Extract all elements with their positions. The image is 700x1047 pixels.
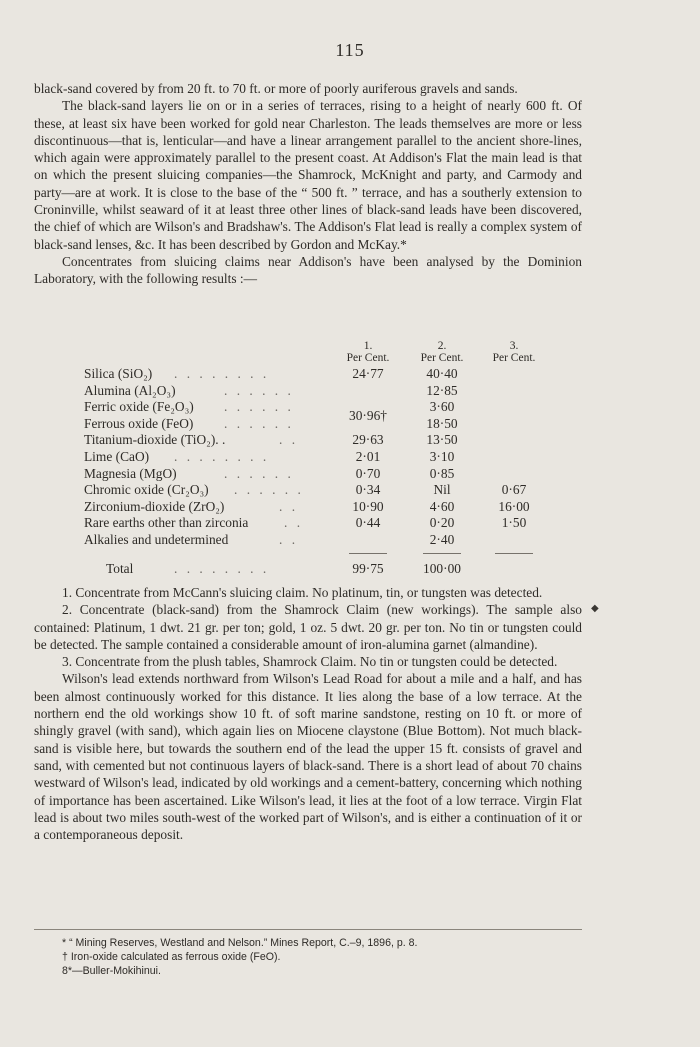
cell-col1: 0·70: [355, 465, 381, 481]
total-rule-col1: [349, 553, 387, 554]
cell-col2: 13·50: [426, 432, 458, 448]
paragraph-wilsons-lead: Wilson's lead extends northward from Wilson's Lead Road for about a mile and a half, and has been almost continuously worked for this distance. It lies along the base of a low terrace. At the northern end the old workings show 10 ft. of soft marine sandstone, resting on 10 ft. or more of shingly gravel (with sand), which again lies on Miocene claystone (Blue Bottom). Not much black-sand is visible here, but towards the southern end of the lead the upper 15 ft. consists of gravel and sand, with cemented but not continuous layers of black-sand. There is a short lead of about 70 chains westward of Wilson's lead, indicated by old workings and a cement-battery, concerning which nothing of importance has been ascertained. Like Wilson's lead, it lies at the foot of a low terrace. Virgin Flat lead is about two miles south-west of the worked part of Wilson's, and is either a continuation of it or a contemporaneous deposit.: [34, 671, 582, 843]
cell-col2: 4·60: [429, 498, 455, 514]
cell-col1: 0·34: [355, 482, 381, 498]
table-row-silica: Silica (SiO₂) . . . . . . . . 24·77 40·40: [84, 366, 554, 383]
table-row-ferric-oxide: Ferric oxide (Fe₂O₃) . . . . . . 3·60: [84, 399, 554, 416]
cell-col1: 99·75: [352, 560, 384, 576]
table-row-chromic-oxide: Chromic oxide (Cr₂O₃) . . . . . . 0·34 Nil 0·67: [84, 482, 554, 499]
cell-col2: 40·40: [426, 366, 458, 381]
cell-col1: 2·01: [355, 448, 381, 464]
paragraph-black-sand-layers: The black-sand layers lie on or in a series of terraces, rising to a height of nearly 600 ft. Of these, at least six have been worked for gold near Charleston. The leads themselves are more or less discontinuous—that is, lenticular—and have a linear arrangement parallel to the ancient shore-lines, which again were approximately parallel to the present coast. At Addison's Flat the main lead is that on which the present sluicing companies—the Shamrock, McKnight and party, and Carmody and party—are at work. It is close to the base of the “ 500 ft. ” terrace, and has a southerly extension to Croninville, whilst seaward of it at least three other lines of black-sand leads have been discovered, the chief of which are Wilson's and Bradshaw's. The Addison's Flat lead is really a complex system of black-sand lenses, &c. It has been described by Gordon and McKay.*: [34, 98, 582, 252]
cell-col1: 0·44: [355, 515, 381, 531]
cell-col2: 3·60: [429, 399, 455, 415]
row-label: Alkalies and undetermined: [84, 531, 229, 547]
table-row-ferrous-oxide: Ferrous oxide (FeO) . . . . . . 18·50 30·96†: [84, 416, 554, 433]
column-header-2: 2. Per Cent.: [420, 340, 464, 364]
cell-col2: 18·50: [426, 415, 458, 431]
cell-col2: 100·00: [423, 560, 461, 576]
note-3: 3. Concentrate from the plush tables, Shamrock Claim. No tin or tungsten could be detected.: [62, 654, 558, 670]
table-row-lime: Lime (CaO) . . . . . . . . 2·01 3·10: [84, 449, 554, 466]
row-label: Alumina (Al₂O₃): [84, 382, 176, 398]
total-rule-col2: [423, 553, 461, 554]
row-label: Chromic oxide (Cr₂O₃): [84, 482, 209, 498]
cell-col3: 1·50: [501, 515, 527, 531]
total-rules: [84, 549, 554, 561]
paragraph-concentrates-intro: Concentrates from sluicing claims near Addison's have been analysed by the Dominion Laboratory, with the following results :—: [34, 253, 582, 287]
cell-col2: 0·85: [429, 465, 455, 481]
footnote-dagger: † Iron-oxide calculated as ferrous oxide (FeO).: [62, 951, 281, 964]
row-label: Total: [106, 560, 134, 576]
top-text-block: [34, 80, 582, 288]
column-header-1: 1. Per Cent.: [346, 340, 390, 364]
total-rule-col3: [495, 553, 533, 554]
note-1: 1. Concentrate from McCann's sluicing claim. No platinum, tin, or tungsten was detected.: [62, 585, 543, 600]
row-label: Magnesia (MgO): [84, 465, 177, 481]
row-label: Silica (SiO₂): [84, 366, 153, 381]
cell-col2: 0·20: [429, 515, 455, 531]
table-row-alumina: Alumina (Al₂O₃) . . . . . . 12·85: [84, 383, 554, 400]
table-row-rare-earths: Rare earths other than zirconia . . 0·44 0·20 1·50: [84, 515, 554, 532]
cell-col1: 10·90: [352, 498, 384, 514]
note-2: 2. Concentrate (black-sand) from the Shamrock Claim (new workings). The sample also contained: Platinum, 1 dwt. 21 gr. per ton; gold, 1 oz. 5 dwt. 20 gr. per ton. No tin or tungsten could be detected. The sample contained a considerable amount of iron-alumina garnet (almandine).: [34, 602, 582, 652]
row-label: Zirconium-dioxide (ZrO₂): [84, 498, 225, 514]
table-row-magnesia: Magnesia (MgO) . . . . . . 0·70 0·85: [84, 466, 554, 483]
cell-col2: 2·40: [429, 531, 455, 547]
footnote-star: * “ Mining Reserves, Westland and Nelson.” Mines Report, C.–9, 1896, p. 8.: [62, 937, 418, 949]
column-header-3: 3. Per Cent.: [492, 340, 536, 364]
row-label: Rare earths other than zirconia: [84, 515, 249, 531]
row-label: Ferrous oxide (FeO): [84, 415, 194, 431]
row-label: Ferric oxide (Fe₂O₃): [84, 399, 194, 415]
cell-col2: 3·10: [429, 448, 455, 464]
footnote-divider: [34, 929, 582, 930]
table-row-alkalies: Alkalies and undetermined . . 2·40: [84, 532, 554, 549]
cell-col3: 16·00: [498, 498, 530, 514]
page-number: 115: [335, 40, 365, 60]
row-label: Lime (CaO): [84, 448, 150, 464]
table-row-zirconium-dioxide: Zirconium-dioxide (ZrO₂) . . 10·90 4·60 16·00: [84, 499, 554, 516]
margin-mark-icon: ◆: [591, 603, 599, 614]
cell-col2: Nil: [433, 482, 451, 498]
cell-col2: 12·85: [426, 382, 458, 398]
combined-iron-value: 30·96†: [349, 407, 387, 423]
signature-mark: 8*—Buller-Mokihinui.: [62, 965, 161, 978]
analysis-table: [84, 340, 554, 577]
footnotes: [62, 936, 417, 979]
table-row-total: Total . . . . . . . . 99·75 100·00: [84, 561, 554, 578]
table-row-titanium-dioxide: Titanium-dioxide (TiO₂). . . . 29·63 13·50: [84, 432, 554, 449]
cell-col1: 29·63: [352, 432, 384, 448]
paragraph-continued: black-sand covered by from 20 ft. to 70 ft. or more of poorly auriferous gravels and sands.: [34, 81, 518, 96]
table-header: [84, 340, 554, 366]
cell-col3: 0·67: [501, 482, 527, 498]
row-label: Titanium-dioxide (TiO₂). .: [84, 432, 226, 448]
bottom-text-block: [34, 584, 582, 843]
cell-col1: 24·77: [352, 366, 384, 381]
